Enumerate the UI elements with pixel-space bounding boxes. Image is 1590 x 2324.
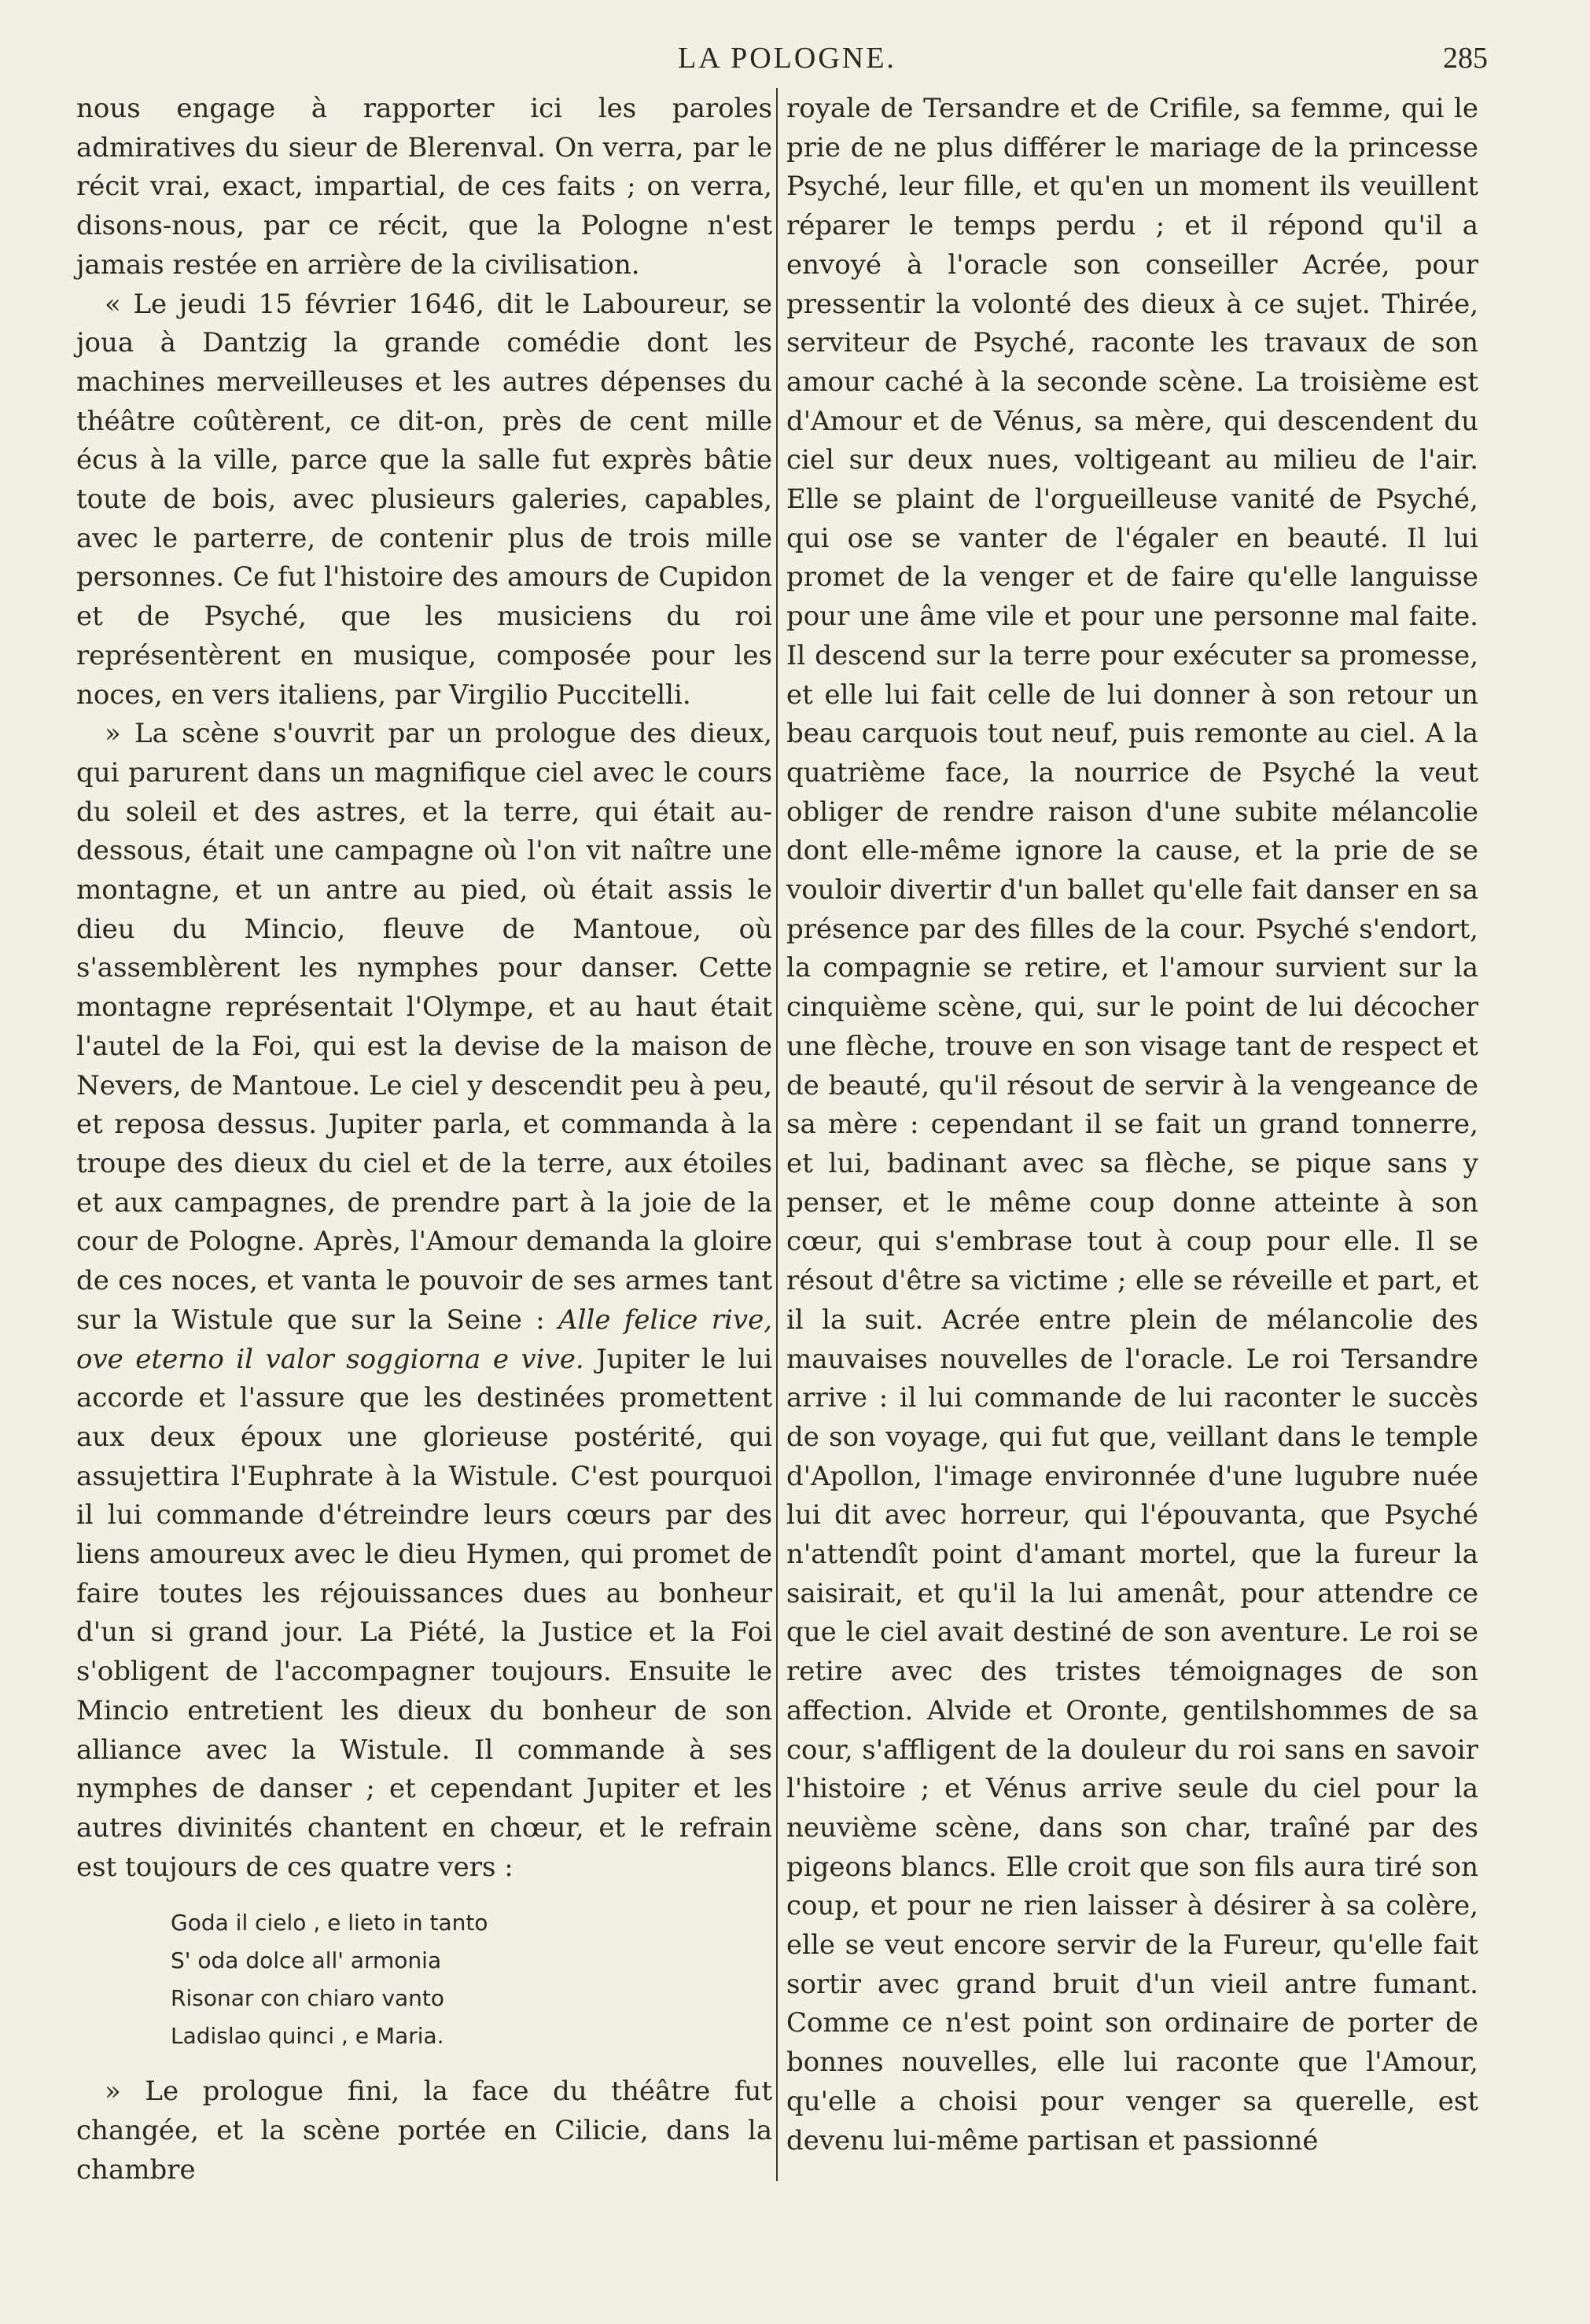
verse-block xyxy=(171,1904,772,2055)
verse-line: Risonar con chiaro vanto xyxy=(171,1985,445,2012)
right-column xyxy=(786,90,1478,2160)
column-divider xyxy=(776,88,778,2181)
paragraph: » Le prologue fini, la face du théâtre fut changée, et la scène portée en Cilicie, dans la chambre xyxy=(76,2076,772,2186)
verse-line: Goda il cielo , e lieto in tanto xyxy=(171,1910,488,1936)
paragraph: nous engage à rapporter ici les paroles admiratives du sieur de Blerenval. On verra, par le récit vrai, exact, impartial, de ces faits ; on verra, disons-nous, par ce récit, que la Pologne n'est jamais restée en arrière de la civilisation. xyxy=(76,93,772,281)
left-column xyxy=(76,90,772,2190)
paragraph: « Le jeudi 15 février 1646, dit le Laboureur, se joua à Dantzig la grande comédie dont les machines merveilleuses et les autres dépenses du théâtre coûtèrent, ce dit-on, près de cent mille écus à la ville, parce que la salle fut exprès bâtie toute de bois, avec plusieurs galeries, capables, avec le parterre, de contenir plus de trois mille personnes. Ce fut l'histoire des amours de Cupidon et de Psyché, que les musiciens du roi représentèrent en musique, composée pour les noces, en vers italiens, par Virgilio Puccitelli. xyxy=(76,288,772,711)
page-number: 285 xyxy=(1443,42,1488,75)
paragraph-text: » La scène s'ouvrit par un prologue des dieux, qui parurent dans un magnifique ciel avec le cours du soleil et des astres, et la terre, qui était au-dessous, était une campagne où l'on vit naître une montagne, et un antre au pied, où était assis le dieu du Mincio, fleuve de Mantoue, où s'assemblèrent les nymphes pour danser. Cette montagne représentait l'Olympe, et au haut était l'autel de la Foi, qui est la devise de la maison de Nevers, de Mantoue. Le ciel y descendit peu à peu, et reposa dessus. Jupiter parla, et commanda à la troupe des dieux du ciel et de la terre, aux étoiles et aux campagnes, de prendre part à la joie de la cour de Pologne. Après, l'Amour demanda la gloire de ces noces, et vanta le pouvoir de ses armes tant sur la Wistule que sur la Seine : xyxy=(76,718,772,1336)
paragraph-text: Jupiter le lui accorde et l'assure que les destinées promettent aux deux époux une glorieuse postérité, qui assujettira l'Euphrate à la Wistule. C'est pourquoi il lui commande d'étreindre leurs cœurs par des liens amoureux avec le dieu Hymen, qui promet de faire toutes les réjouissances dues au bonheur d'un si grand jour. La Piété, la Justice et la Foi s'obligent de l'accompagner toujours. Ensuite le Mincio entretient les dieux du bonheur de son alliance avec la Wistule. Il commande à ses nymphes de danser ; et cependant Jupiter et les autres divinités chantent en chœur, et le refrain est toujours de ces quatre vers : xyxy=(76,1343,772,1883)
verse-line: S' oda dolce all' armonia xyxy=(171,1947,442,1974)
paragraph xyxy=(76,715,772,1887)
page-header xyxy=(79,41,1496,80)
running-title: LA POLOGNE. xyxy=(678,42,896,75)
italian-quotation: Alle felice rive, ove eterno il valor soggiorna e vive. xyxy=(76,1304,773,1375)
verse-line: Ladislao quinci , e Maria. xyxy=(171,2023,444,2050)
paragraph: royale de Tersandre et de Crifile, sa femme, qui le prie de ne plus différer le mariage de la princesse Psyché, leur fille, et qu'en un moment ils veuillent réparer le temps perdu ; et il répond qu'il a envoyé à l'oracle son conseiller Acrée, pour pressentir la volonté des dieux à ce sujet. Thirée, serviteur de Psyché, raconte les travaux de son amour caché à la seconde scène. La troisième est d'Amour et de Vénus, sa mère, qui descendent du ciel sur deux nues, voltigeant au milieu de l'air. Elle se plaint de l'orgueilleuse vanité de Psyché, qui ose se vanter de l'égaler en beauté. Il lui promet de la venger et de faire qu'elle languisse pour une âme vile et pour une personne mal faite. Il descend sur la terre pour exécuter sa promesse, et elle lui fait celle de lui donner à son retour un beau carquois tout neuf, puis remonte au ciel. A la quatrième face, la nourrice de Psyché la veut obliger de rendre raison d'une subite mélancolie dont elle-même ignore la cause, et la prie de se vouloir divertir d'un ballet qu'elle fait danser en sa présence par des filles de la cour. Psyché s'endort, la compagnie se retire, et l'amour survient sur la cinquième scène, qui, sur le point de lui décocher une flèche, trouve en son visage tant de respect et de beauté, qu'il résout de servir à la vengeance de sa mère : cependant il se fait un grand tonnerre, et lui, badinant avec sa flèche, se pique sans y penser, et le même coup donne atteinte à son cœur, qui s'embrase tout à coup pour elle. Il se résout d'être sa victime ; elle se réveille et part, et il la suit. Acrée entre plein de mélancolie des mauvaises nouvelles de l'oracle. Le roi Tersandre arrive : il lui commande de lui raconter le succès de son voyage, qui fut que, veillant dans le temple d'Apollon, l'image environnée d'une lugubre nuée lui dit avec horreur, qui l'épouvanta, que Psyché n'attendît point d'amant mortel, que la fureur la saisirait, et qu'il la lui amenât, pour attendre ce que le ciel avait destiné de son aventure. Le roi se retire avec des tristes témoignages de son affection. Alvide et Oronte, gentilshommes de sa cour, s'affligent de la douleur du roi sans en savoir l'histoire ; et Vénus arrive seule du ciel pour la neuvième scène, dans son char, traîné par des pigeons blancs. Elle croit que son fils aura tiré son coup, et pour ne rien laisser à désirer à sa colère, elle se veut encore servir de la Fureur, qu'elle fait sortir avec grand bruit d'un vieil antre fumant. Comme ce n'est point son ordinaire de porter de bonnes nouvelles, elle lui raconte que l'Amour, qu'elle a choisi pour venger sa querelle, est devenu lui-même partisan et passionné xyxy=(786,93,1478,2157)
